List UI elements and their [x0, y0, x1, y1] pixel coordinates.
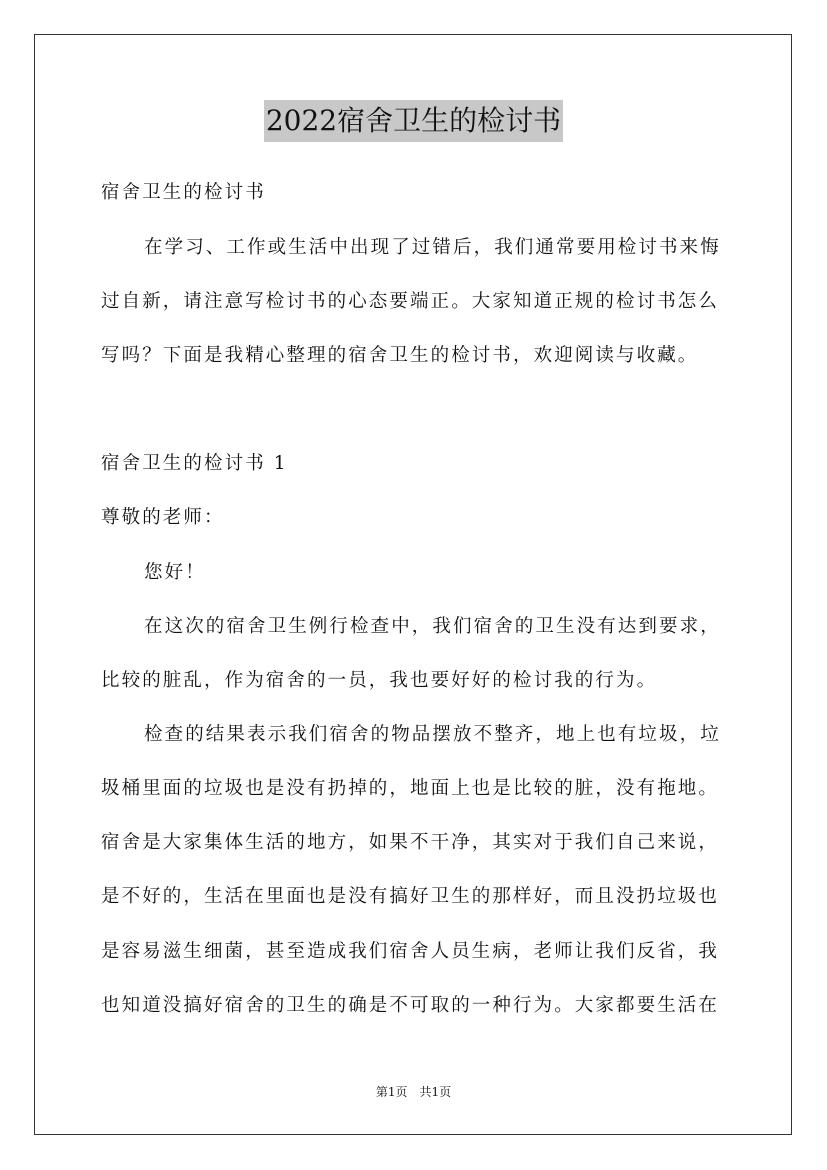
body-line-6[interactable]: 是不好的，生活在里面也是没有搞好卫生的那样好，而且没扔垃圾也	[101, 886, 720, 907]
document-title[interactable]: 2022宿舍卫生的检讨书	[264, 100, 563, 142]
body-line-7[interactable]: 是容易滋生细菌，甚至造成我们宿舍人员生病，老师让我们反省，我	[101, 941, 720, 962]
greeting[interactable]: 您好！	[144, 562, 206, 583]
body-line-5[interactable]: 宿舍是大家集体生活的地方，如果不干净，其实对于我们自己来说，	[101, 832, 720, 853]
intro-line-1[interactable]: 在学习、工作或生活中出现了过错后，我们通常要用检讨书来悔	[144, 237, 721, 258]
title-container	[0, 100, 827, 142]
body-line-3[interactable]: 检查的结果表示我们宿舍的物品摆放不整齐，地上也有垃圾，垃	[144, 724, 721, 745]
document-subtitle[interactable]: 宿舍卫生的检讨书	[101, 182, 266, 203]
section-heading[interactable]: 宿舍卫生的检讨书 1	[101, 453, 288, 474]
intro-line-2[interactable]: 过自新，请注意写检讨书的心态要端正。大家知道正规的检讨书怎么	[101, 291, 720, 312]
body-line-4[interactable]: 圾桶里面的垃圾也是没有扔掉的，地面上也是比较的脏，没有拖地。	[101, 778, 720, 799]
body-line-8[interactable]: 也知道没搞好宿舍的卫生的确是不可取的一种行为。大家都要生活在	[101, 995, 720, 1016]
intro-line-3[interactable]: 写吗？下面是我精心整理的宿舍卫生的检讨书，欢迎阅读与收藏。	[101, 345, 699, 366]
body-line-2[interactable]: 比较的脏乱，作为宿舍的一员，我也要好好的检讨我的行为。	[101, 670, 658, 691]
body-line-1[interactable]: 在这次的宿舍卫生例行检查中，我们宿舍的卫生没有达到要求，	[144, 616, 721, 637]
salutation[interactable]: 尊敬的老师：	[101, 507, 225, 528]
page-footer: 第1页 共1页	[375, 1085, 452, 1099]
